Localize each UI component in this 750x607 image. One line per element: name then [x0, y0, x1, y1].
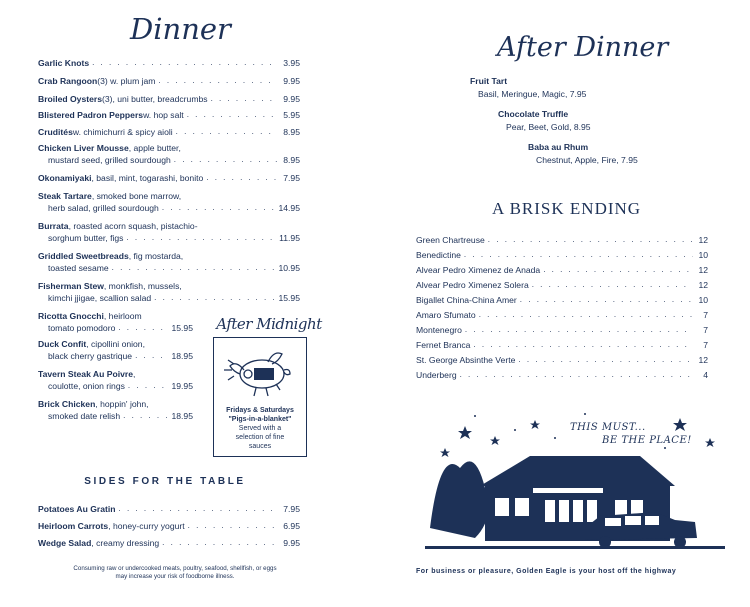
after-midnight-title: After Midnight	[216, 315, 322, 333]
menu-item: Griddled Sweetbreads , fig mostarda, toasted sesame . . . 10.95	[38, 250, 300, 274]
drink-item: Bigallet China-China Amer . . . 10	[416, 294, 708, 306]
menu-item: Brick Chicken , hoppin' john, smoked date relish . . . 18.95	[38, 398, 193, 422]
brisk-ending-title: A BRISK ENDING	[492, 199, 642, 218]
menu-item: Burrata , roasted acorn squash, pistachio- sorghum butter, figs . . . 11.95	[38, 220, 300, 244]
tagline: For business or pleasure, Golden Eagle is your host off the highway	[416, 568, 677, 575]
after-midnight-frame	[213, 337, 307, 457]
drink-item: Fernet Branca . . . 7	[416, 339, 708, 351]
menu-item: Fisherman Stew , monkfish, mussels, kimchi jjigae, scallion salad . . . 15.95	[38, 280, 300, 304]
drink-item: Underberg . . . 4	[416, 369, 708, 381]
illustration-caption-line1: THIS MUST...	[570, 422, 646, 433]
dessert-item: Chocolate Truffle Pear, Beet, Gold, 8.95	[498, 109, 591, 132]
after-midnight-text: Fridays & Saturdays "Pigs-in-a-blanket" Served with a selection of fine sauces	[226, 407, 294, 450]
sides-title: SIDES FOR THE TABLE	[84, 476, 246, 487]
drink-item: Alvear Pedro Ximenez Solera . . . 12	[416, 279, 708, 291]
dessert-item: Baba au Rhum Chestnut, Apple, Fire, 7.95	[528, 142, 638, 165]
menu-item: Chicken Liver Mousse , apple butter, mustard seed, grilled sourdough . . . 8.95	[38, 142, 300, 166]
menu-item: Crab Rangoon (3) w. plum jam . . . 9.95	[38, 75, 300, 87]
side-item: Wedge Salad , creamy dressing . . . 9.95	[38, 537, 300, 549]
menu-item: Okonamiyaki , basil, mint, togarashi, bonito . . . 7.95	[38, 172, 300, 184]
menu-item: Broiled Oysters (3), uni butter, breadcrumbs . . . 9.95	[38, 93, 300, 105]
menu-item: Tavern Steak Au Poivre , coulotte, onion rings . . . 19.95	[38, 368, 193, 392]
after-dinner-title: After Dinner	[497, 32, 669, 63]
side-item: Heirloom Carrots , honey-curry yogurt . . . 6.95	[38, 520, 300, 532]
dessert-item: Fruit Tart Basil, Meringue, Magic, 7.95	[470, 76, 587, 99]
drink-item: Benedictine . . . 10	[416, 249, 708, 261]
drink-item: Alvear Pedro Ximenez de Anada . . . 12	[416, 264, 708, 276]
menu-item: Crudités w. chimichurri & spicy aioli . . . 8.95	[38, 126, 300, 138]
menu-item: Blistered Padron Peppers w. hop salt . . . 5.95	[38, 109, 300, 121]
menu-item: Garlic Knots . . . 3.95	[38, 57, 300, 69]
illustration-caption-line2: BE THE PLACE!	[602, 435, 692, 446]
menu-item: Steak Tartare , smoked bone marrow, herb salad, grilled sourdough . . . 14.95	[38, 190, 300, 214]
after-midnight-box	[210, 315, 322, 460]
menu-item: Duck Confit , cipollini onion, black cherry gastrique . . . 18.95	[38, 338, 193, 362]
drink-item: Green Chartreuse . . . 12	[416, 234, 708, 246]
food-safety-notice: Consuming raw or undercooked meats, poultry, seafood, shellfish, or eggs may increase your risk of foodborne illness.	[73, 565, 277, 580]
menu-item: Ricotta Gnocchi , heirloom tomato pomodoro . . . 15.95	[38, 310, 193, 334]
side-item: Potatoes Au Gratin . . . 7.95	[38, 503, 300, 515]
drink-item: St. George Absinthe Verte . . . 12	[416, 354, 708, 366]
dinner-title: Dinner	[130, 12, 231, 46]
flying-pig-icon	[214, 340, 306, 406]
drink-item: Amaro Sfumato . . . 7	[416, 309, 708, 321]
drink-item: Montenegro . . . 7	[416, 324, 708, 336]
